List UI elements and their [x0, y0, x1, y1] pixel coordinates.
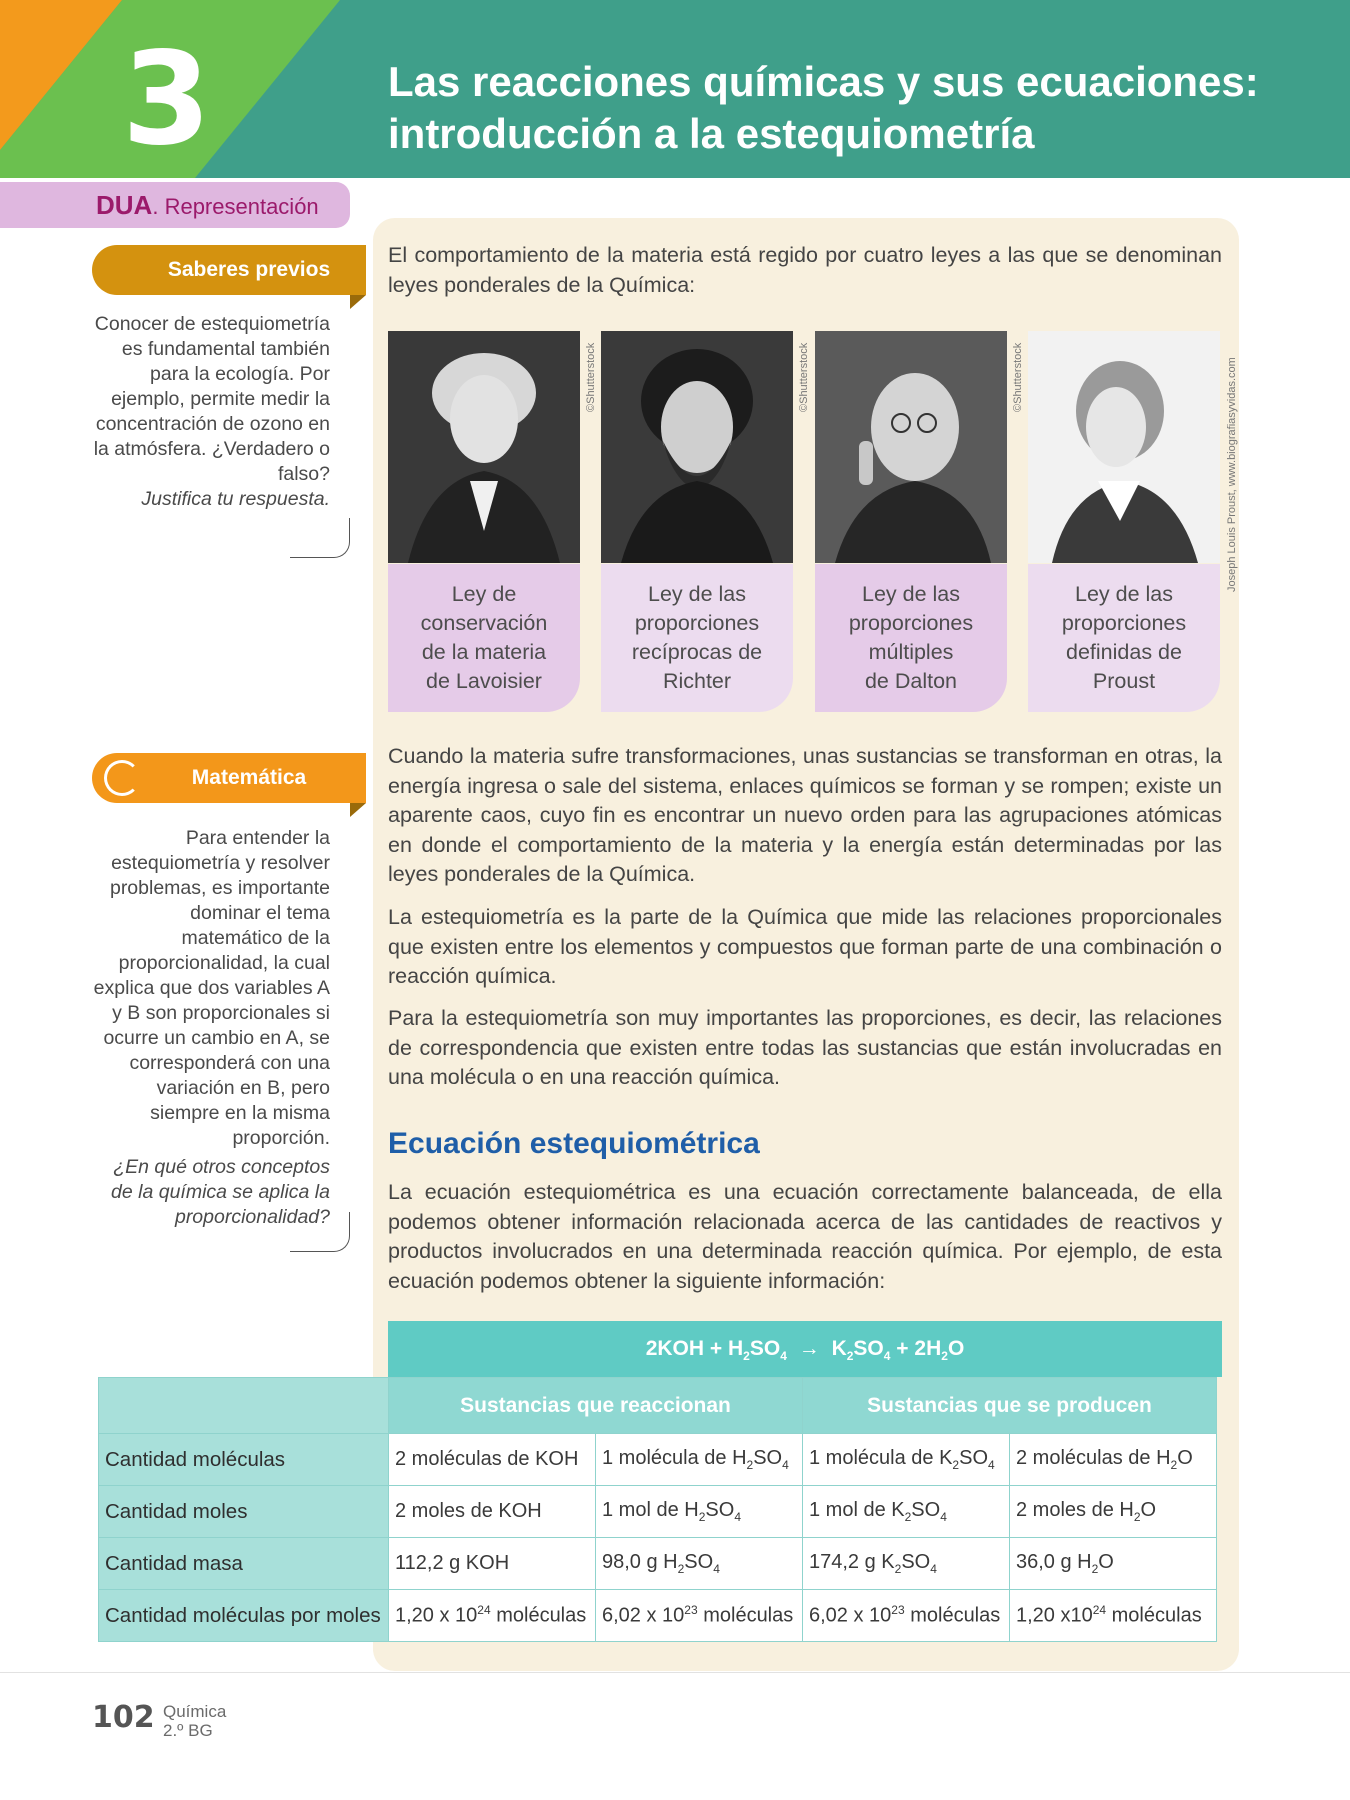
chapter-title-line1: Las reacciones químicas y sus ecuaciones:: [388, 58, 1259, 105]
table-cell: 2 moles de KOH: [389, 1486, 596, 1538]
row-label: Cantidad moléculas: [99, 1434, 389, 1486]
stoichiometry-table: [98, 1377, 1217, 1642]
table-cell: 6,02 x $10^{23}$ moléculas: [596, 1590, 803, 1642]
table-cell: 36,0 g $H_2O$: [1010, 1538, 1217, 1590]
saberes-question: Justifica tu respuesta.: [141, 488, 330, 510]
chapter-title: [388, 56, 1328, 160]
page-number: 102: [92, 1700, 155, 1735]
law-text-line: Richter: [662, 669, 732, 693]
equation-part: SO: [853, 1337, 884, 1360]
equation-subscript: 2: [941, 1349, 948, 1364]
equation-part: + 2H: [896, 1337, 942, 1360]
dua-rest: . Representación: [152, 194, 319, 219]
saberes-previos-tab: Saberes previos: [92, 245, 366, 295]
equation-bar: [388, 1321, 1222, 1377]
photo-credit: Joseph Louis Proust, www.biografiasyvidas.com: [1226, 357, 1238, 592]
chapter-title-line2: introducción a la estequiometría: [388, 110, 1035, 157]
table-cell: 1 molécula de $K_2SO_4$: [803, 1434, 1010, 1486]
photo-credit: ©Shutterstock: [798, 342, 810, 412]
equation-part: K: [831, 1337, 847, 1360]
matematica-tab: Matemática: [92, 753, 366, 803]
tab-fold-shape: [350, 803, 366, 817]
paragraph-transformaciones: Cuando la materia sufre transformaciones, unas sustancias se transforman en otras, la energía ingresa o sale del sistema, enlaces químicos se forman y se rompen; existe un aparente caos, cuyo fin es encontrar un nuevo orden para las agrupaciones atómicas en donde el comportamiento de la materia y la energía están determinadas por las leyes ponderales de la Química.: [388, 744, 1222, 886]
photo-credit: ©Shutterstock: [585, 342, 597, 412]
law-text-line: proporciones: [1061, 611, 1187, 635]
table-cell: 2 moléculas de KOH: [389, 1434, 596, 1486]
table-row: [99, 1486, 1217, 1538]
equation-subscript: 2: [846, 1349, 854, 1364]
section-title: Ecuación estequiométrica: [388, 1127, 760, 1160]
equation-part: SO: [749, 1337, 781, 1360]
intro-paragraph: El comportamiento de la materia está regido por cuatro leyes a las que se denominan leyes ponderales de la Química:: [388, 243, 1222, 297]
equation-part: O: [947, 1337, 965, 1360]
law-text-line: definidas de: [1066, 640, 1182, 664]
law-card-dalton: [815, 564, 1007, 712]
table-cell: 1 mol de $H_2SO_4$: [596, 1486, 803, 1538]
law-text-line: de Lavoisier: [426, 669, 542, 693]
portrait-proust: [1028, 331, 1220, 563]
row-label: Cantidad masa: [99, 1538, 389, 1590]
portrait-dalton: [815, 331, 1007, 563]
law-text-line: proporciones: [634, 611, 760, 635]
saberes-corner-line: [290, 518, 350, 558]
table-cell: 1,20 $x10^{24}$ moléculas: [1010, 1590, 1217, 1642]
matematica-corner-line: [290, 1212, 350, 1252]
chapter-number: 3: [122, 25, 212, 174]
law-card-richter: [601, 564, 793, 712]
portrait-richter: [601, 331, 793, 563]
table-cell: 6,02 x $10^{23}$ moléculas: [803, 1590, 1010, 1642]
paragraph-ecuacion: La ecuación estequiométrica es una ecuación correctamente balanceada, de ella podemos obtener información relacionada acerca de las cantidades de reactivos y productos involucrados en una determinada reacción química. Por ejemplo, de esta ecuación podemos obtener la siguiente información:: [388, 1180, 1222, 1293]
law-text-line: Proust: [1092, 669, 1156, 693]
saberes-text: Conocer de estequiometría es fundamental también para la ecología. Por ejemplo, permite medir la concentración de ozono en la atmósfera. ¿Verdadero o falso?: [93, 313, 330, 485]
reaction-arrow-icon: →: [798, 1337, 820, 1360]
tab-fold-shape: [350, 295, 366, 309]
products-header: Sustancias que se producen: [803, 1378, 1217, 1434]
matematica-text: Para entender la estequiometría y resolver problemas, es importante dominar el tema matemático de la proporcionalidad, la cual explica que dos variables A y B son proporcionales si ocurre un cambio en A, se corresponderá con una variación en B, pero siempre en la misma proporción.: [93, 827, 330, 1149]
table-row: [99, 1538, 1217, 1590]
subject-name: Química: [163, 1702, 227, 1721]
law-card-lavoisier: [388, 564, 580, 712]
table-cell: 112,2 g KOH: [389, 1538, 596, 1590]
equation-subscript: 4: [780, 1349, 787, 1364]
dua-bold: DUA: [96, 190, 153, 220]
equation-subscript: 2: [743, 1349, 750, 1364]
matematica-c-icon: [104, 760, 140, 796]
portrait-lavoisier: [388, 331, 580, 563]
subject-grade: 2.º BG: [163, 1721, 213, 1740]
table-cell: 2 moléculas de $H_2O$: [1010, 1434, 1217, 1486]
equation-subscript: 4: [883, 1349, 891, 1364]
table-corner-cell: [99, 1378, 389, 1434]
table-cell: 174,2 g $K_2SO_4$: [803, 1538, 1010, 1590]
table-cell: 98,0 g $H_2SO_4$: [596, 1538, 803, 1590]
law-text-line: conservación: [420, 611, 548, 635]
law-text-line: Ley de las: [1074, 582, 1173, 606]
paragraph-estequiometria: La estequiometría es la parte de la Química que mide las relaciones proporcionales que existen entre los elementos y compuestos que forman parte de una combinación o reacción química.: [388, 905, 1222, 988]
dua-tag: [0, 182, 350, 228]
law-card-proust: [1028, 564, 1220, 712]
header-orange-accent: [0, 0, 122, 150]
law-text-line: proporciones: [848, 611, 974, 635]
table-header-row: [99, 1378, 1217, 1434]
table-row: [99, 1590, 1217, 1642]
law-text-line: de la materia: [421, 640, 547, 664]
matematica-question: ¿En qué otros conceptos de la química se aplica la proporcionalidad?: [111, 1156, 330, 1228]
law-text-line: Ley de las: [647, 582, 746, 606]
equation-part: 2KOH + H: [645, 1337, 744, 1360]
footer-subject: [163, 1702, 226, 1740]
table-cell: 1 mol de $K_2SO_4$: [803, 1486, 1010, 1538]
row-label: Cantidad moléculas por moles: [99, 1590, 389, 1642]
paragraph-proporciones: Para la estequiometría son muy importantes las proporciones, es decir, las relaciones de correspondencia que existen entre todas las sustancias que están involucradas en una molécula o en una reacción química.: [388, 1006, 1222, 1089]
law-text-line: Ley de: [451, 582, 517, 606]
law-text-line: recíprocas de: [631, 640, 763, 664]
photo-credit: ©Shutterstock: [1012, 342, 1024, 412]
table-cell: 1,20 x $10^{24}$ moléculas: [389, 1590, 596, 1642]
law-text-line: de Dalton: [864, 669, 958, 693]
table-cell: 1 molécula de $H_2SO_4$: [596, 1434, 803, 1486]
reactants-header: Sustancias que reaccionan: [389, 1378, 803, 1434]
matematica-text-block: [90, 826, 330, 1230]
saberes-text-block: [90, 312, 330, 512]
footer-divider: [0, 1672, 1350, 1673]
law-text-line: múltiples: [868, 640, 954, 664]
row-label: Cantidad moles: [99, 1486, 389, 1538]
table-cell: 2 moles de $H_2O$: [1010, 1486, 1217, 1538]
table-row: [99, 1434, 1217, 1486]
law-text-line: Ley de las: [861, 582, 960, 606]
